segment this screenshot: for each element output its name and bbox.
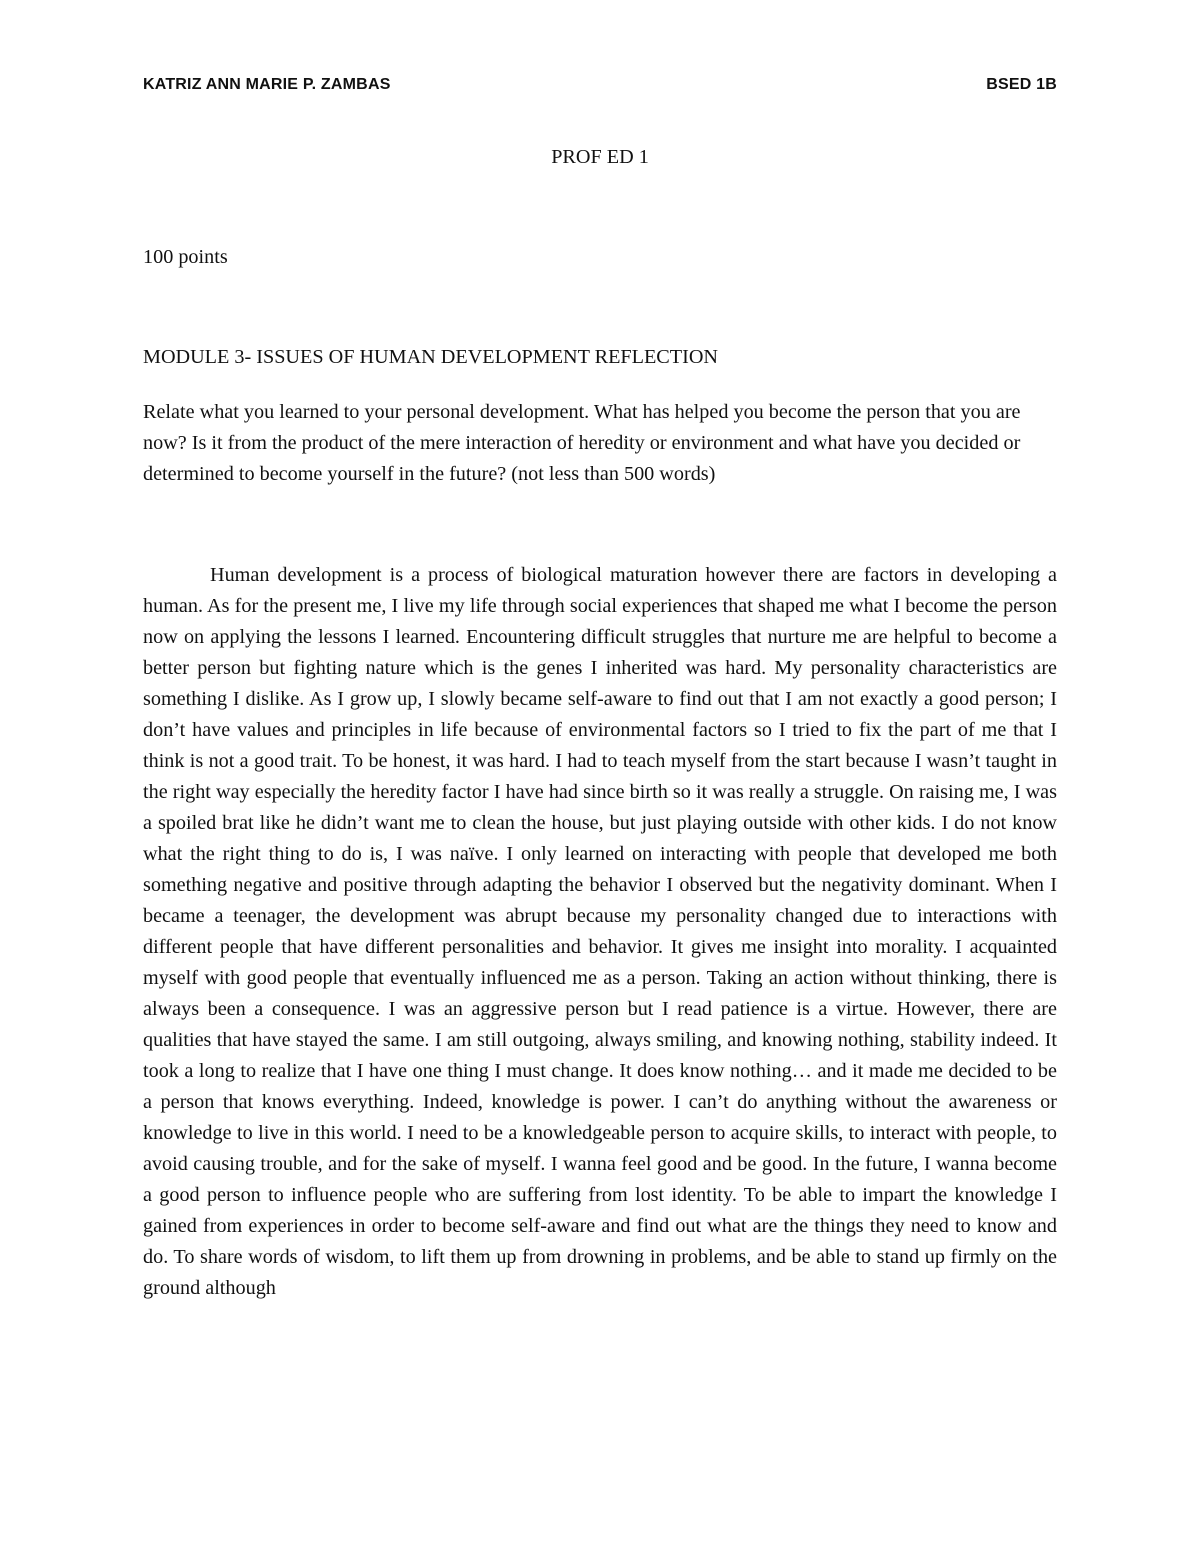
- essay-paragraph: Human development is a process of biological maturation however there are factors in developing a human. As for the present me, I live my life through social experiences that shaped me what I become the person now on applying the lessons I learned. Encountering difficult struggles that nurture me are helpful to become a better person but fighting nature which is the genes I inherited was hard. My personality characteristics are something I dislike. As I grow up, I slowly became self-aware to find out that I am not exactly a good person; I don’t have values and principles in life because of environmental factors so I tried to fix the part of me that I think is not a good trait. To be honest, it was hard. I had to teach myself from the start because I wasn’t taught in the right way especially the heredity factor I have had since birth so it was really a struggle. On raising me, I was a spoiled brat like he didn’t want me to clean the house, but just playing outside with other kids. I do not know what the right thing to do is, I was naïve. I only learned on interacting with people that developed me both something negative and positive through adapting the behavior I observed but the negativity dominant. When I became a teenager, the development was abrupt because my personality changed due to interactions with different people that have different personalities and behavior. It gives me insight into morality. I acquainted myself with good people that eventually influenced me as a person. Taking an action without thinking, there is always been a consequence. I was an aggressive person but I read patience is a virtue. However, there are qualities that have stayed the same. I am still outgoing, always smiling, and knowing nothing, stability indeed. It took a long to realize that I have one thing I must change. It does know nothing… and it made me decided to be a person that knows everything. Indeed, knowledge is power. I can’t do anything without the awareness or knowledge to live in this world. I need to be a knowledgeable person to acquire skills, to interact with people, to avoid causing trouble, and for the sake of myself. I wanna feel good and be good. In the future, I wanna become a good person to influence people who are suffering from lost identity. To be able to impart the knowledge I gained from experiences in order to become self-aware and find out what are the things they need to know and do. To share words of wisdom, to lift them up from drowning in problems, and be able to stand up firmly on the ground although: [143, 564, 1057, 1299]
- points-label: 100 points: [143, 246, 228, 268]
- course-title: PROF ED 1: [551, 146, 649, 168]
- student-name: KATRIZ ANN MARIE P. ZAMBAS: [143, 76, 391, 93]
- assignment-prompt: Relate what you learned to your personal development. What has helped you become the person that you are now? Is it from the product of the mere interaction of heredity or environment and what have you decided or determined to become yourself in the future? (not less than 500 words): [143, 401, 1021, 485]
- module-title: MODULE 3- ISSUES OF HUMAN DEVELOPMENT REFLECTION: [143, 346, 718, 368]
- student-section: BSED 1B: [986, 76, 1057, 93]
